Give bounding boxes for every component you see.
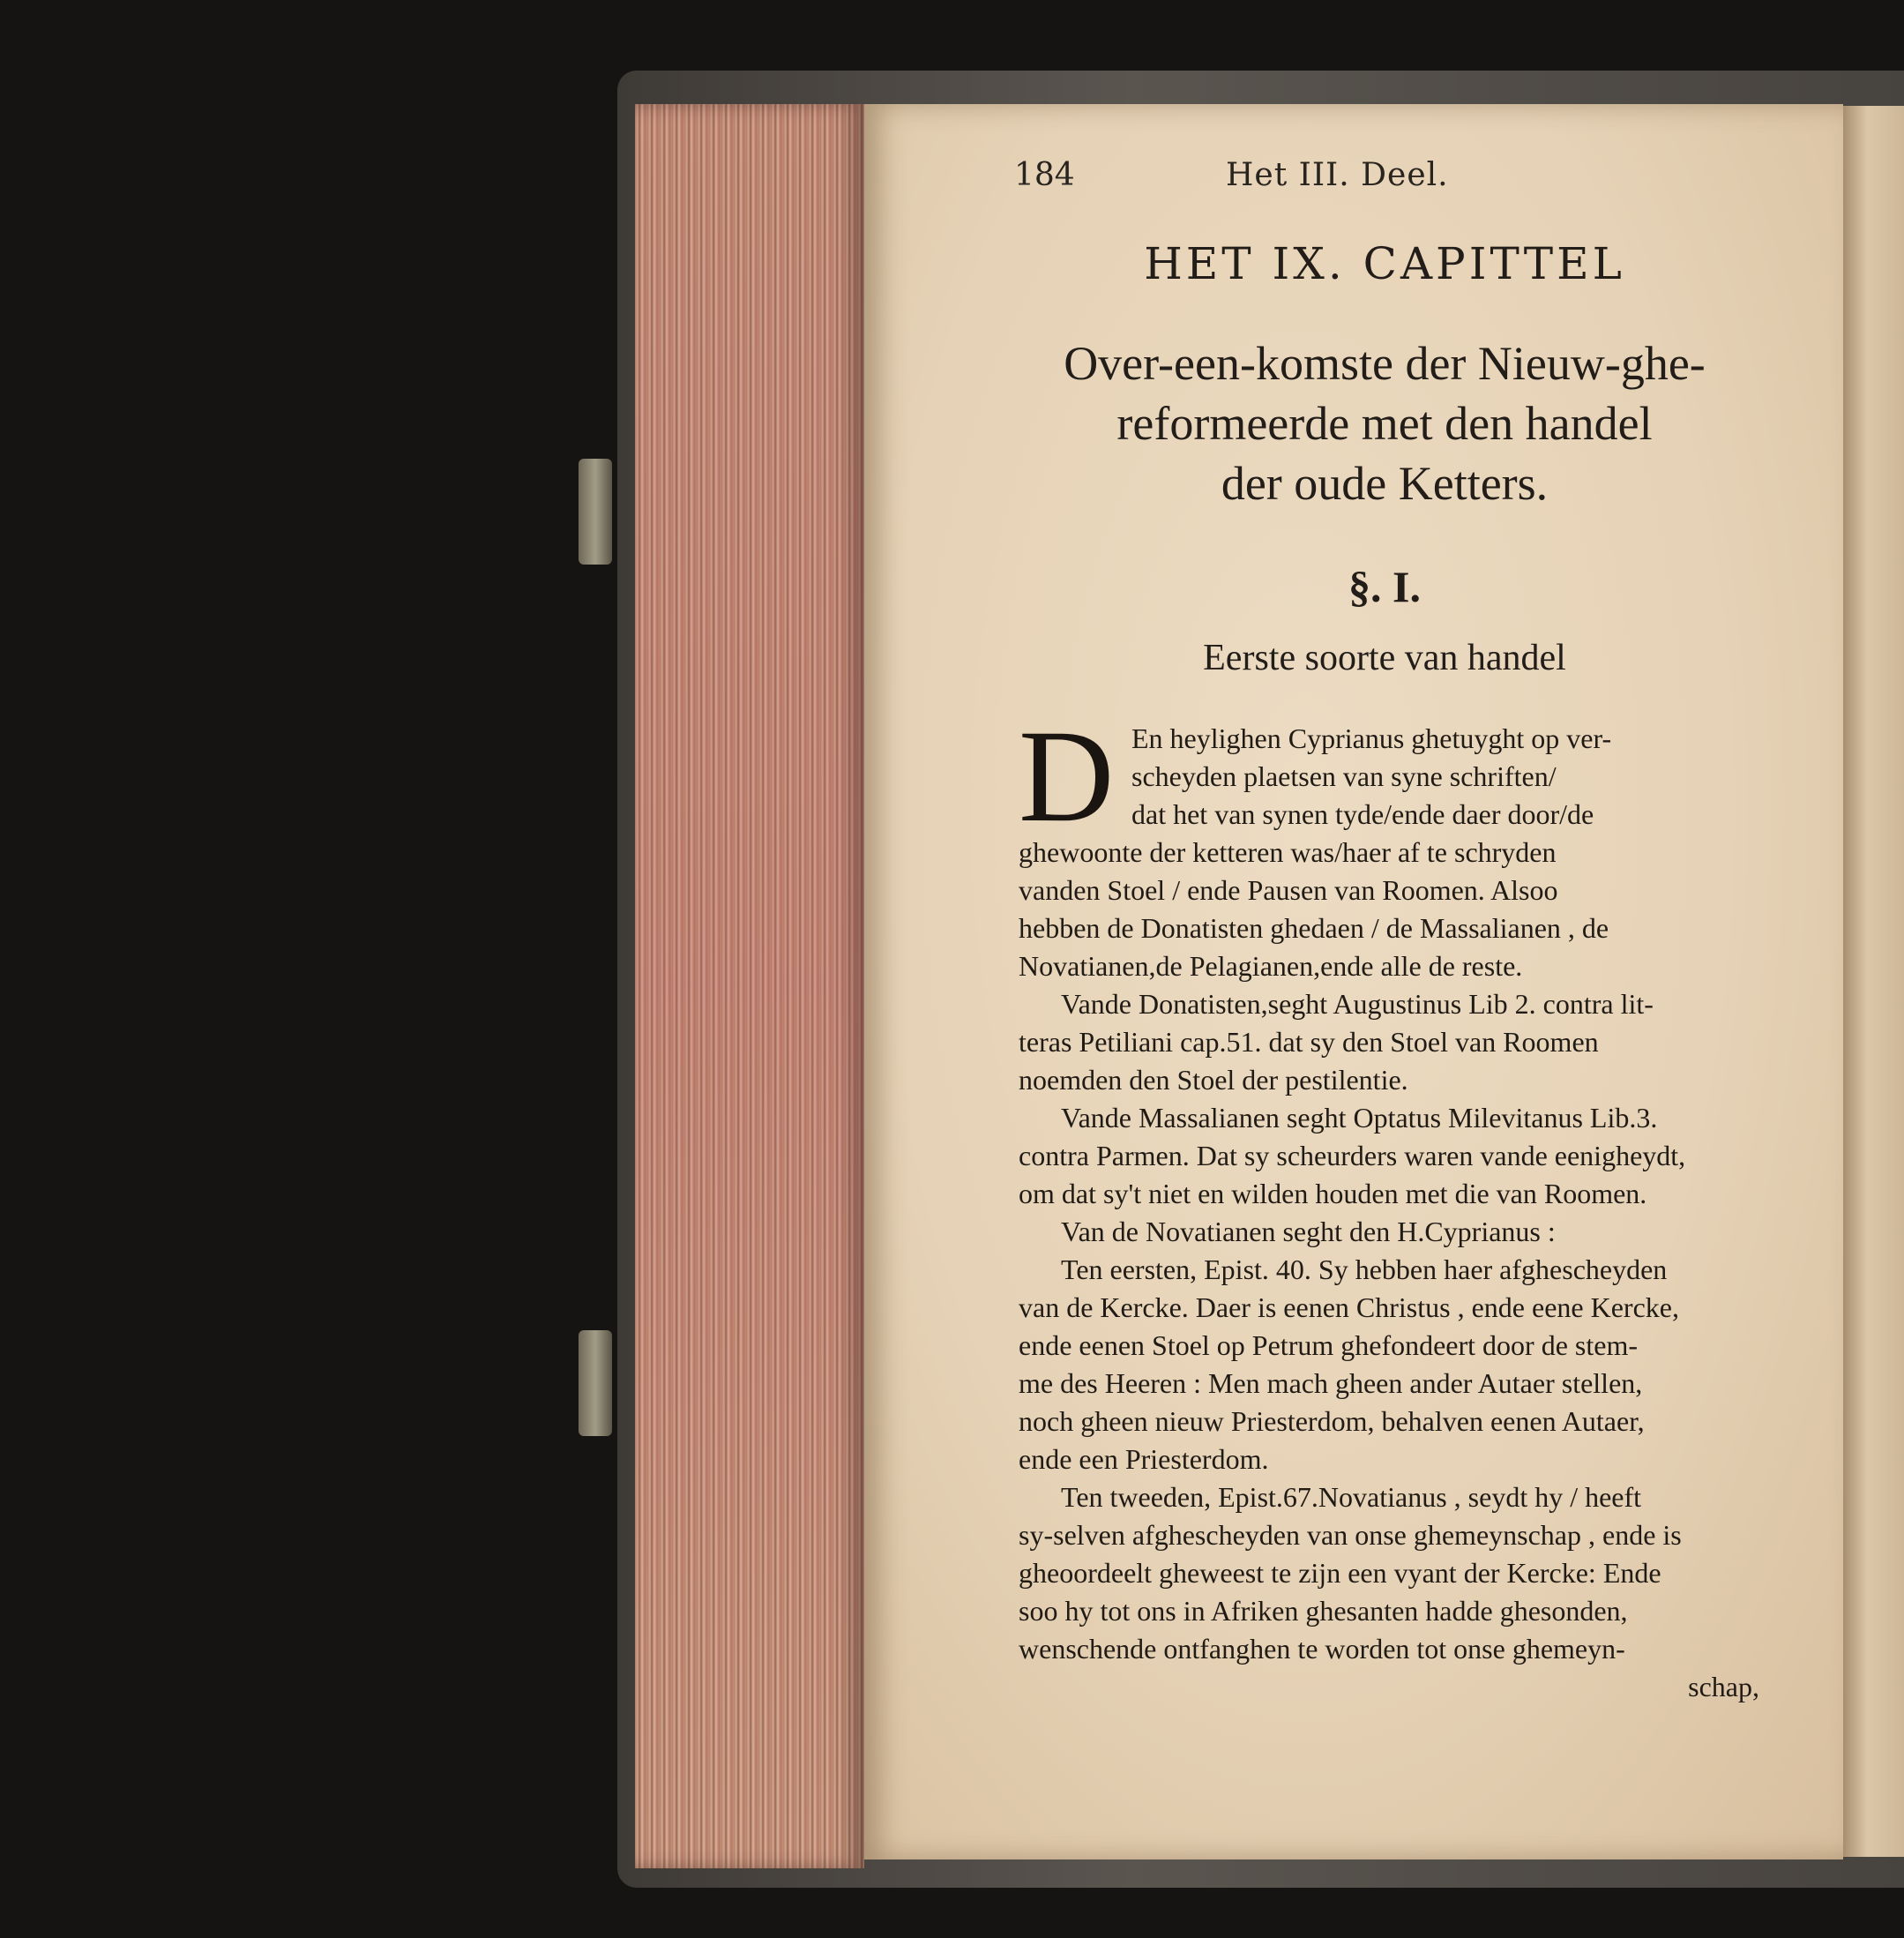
text-line: Novatianen,de Pelagianen,ende alle de reste. <box>1019 950 1523 982</box>
text-line: me des Heeren : Men mach gheen ander Autaer stellen, <box>1019 1367 1643 1399</box>
text-line: contra Parmen. Dat sy scheurders waren vande eenigheydt, <box>1019 1140 1686 1171</box>
clasp-top <box>579 459 612 565</box>
text-line: scheyden plaetsen van syne schriften/ <box>1131 760 1557 792</box>
title-line: reformeerde met den handel <box>1116 397 1653 450</box>
text-line: ende eenen Stoel op Petrum ghefondeert door de stem- <box>1019 1329 1638 1361</box>
text-line: noch gheen nieuw Priesterdom, behalven eenen Autaer, <box>1019 1405 1645 1437</box>
text-line: Ten eersten, Epist. 40. Sy hebben haer afghescheyden <box>1061 1253 1668 1285</box>
text-line: sy-selven afghescheyden van onse ghemeynschap , ende is <box>1019 1519 1682 1551</box>
text-line: vanden Stoel / ende Pausen van Roomen. Alsoo <box>1019 874 1558 906</box>
text-line: ghewoonte der ketteren was/haer af te schryden <box>1019 836 1557 868</box>
facing-page-edge <box>1843 106 1904 1857</box>
text-line: Van de Novatianen seght den H.Cyprianus : <box>1061 1216 1556 1247</box>
text-line: wenschende ontfanghen te worden tot onse ghemeyn- <box>1019 1633 1625 1665</box>
text-line: hebben de Donatisten ghedaen / de Massalianen , de <box>1019 912 1609 944</box>
text-line: ende een Priesterdom. <box>1019 1443 1269 1475</box>
section-mark: §. I. <box>1348 562 1421 611</box>
clasp-bottom <box>579 1330 612 1436</box>
text-line: dat het van synen tyde/ende daer door/de <box>1131 798 1594 830</box>
text-line: noemden den Stoel der pestilentie. <box>1019 1064 1408 1096</box>
text-line: van de Kercke. Daer is eenen Christus , ende eene Kercke, <box>1019 1291 1679 1323</box>
text-line: teras Petiliani cap.51. dat sy den Stoel van Roomen <box>1019 1026 1599 1058</box>
running-head <box>1014 157 1543 201</box>
body-text <box>1019 703 1759 1706</box>
chapter-heading: HET IX. CAPITTEL <box>1144 238 1625 289</box>
text-line: schap, <box>1688 1671 1759 1702</box>
title-line: der oude Ketters. <box>1221 457 1549 510</box>
section-subtitle: Eerste soorte van handel <box>1203 638 1566 678</box>
page-edges <box>635 104 864 1868</box>
text-line: Ten tweeden, Epist.67.Novatianus , seydt hy / heeft <box>1061 1481 1642 1513</box>
text-line: soo hy tot ons in Afriken ghesanten hadde ghesonden, <box>1019 1595 1628 1627</box>
text-line: gheoordeelt gheweest te zijn een vyant der Kercke: Ende <box>1019 1557 1661 1589</box>
text-line: Vande Donatisten,seght Augustinus Lib 2. contra lit- <box>1061 988 1654 1020</box>
text-line: Vande Massalianen seght Optatus Milevitanus Lib.3. <box>1061 1102 1658 1134</box>
text-line: om dat sy't niet en wilden houden met die van Roomen. <box>1019 1178 1647 1209</box>
drop-cap: D <box>1019 703 1115 849</box>
title-line: Over-een-komste der Nieuw-ghe- <box>1064 337 1706 390</box>
text-line: En heylighen Cyprianus ghetuyght op ver- <box>1131 722 1612 754</box>
running-head-section: Het III. Deel. <box>1226 157 1449 193</box>
page-number: 184 <box>1014 157 1075 193</box>
